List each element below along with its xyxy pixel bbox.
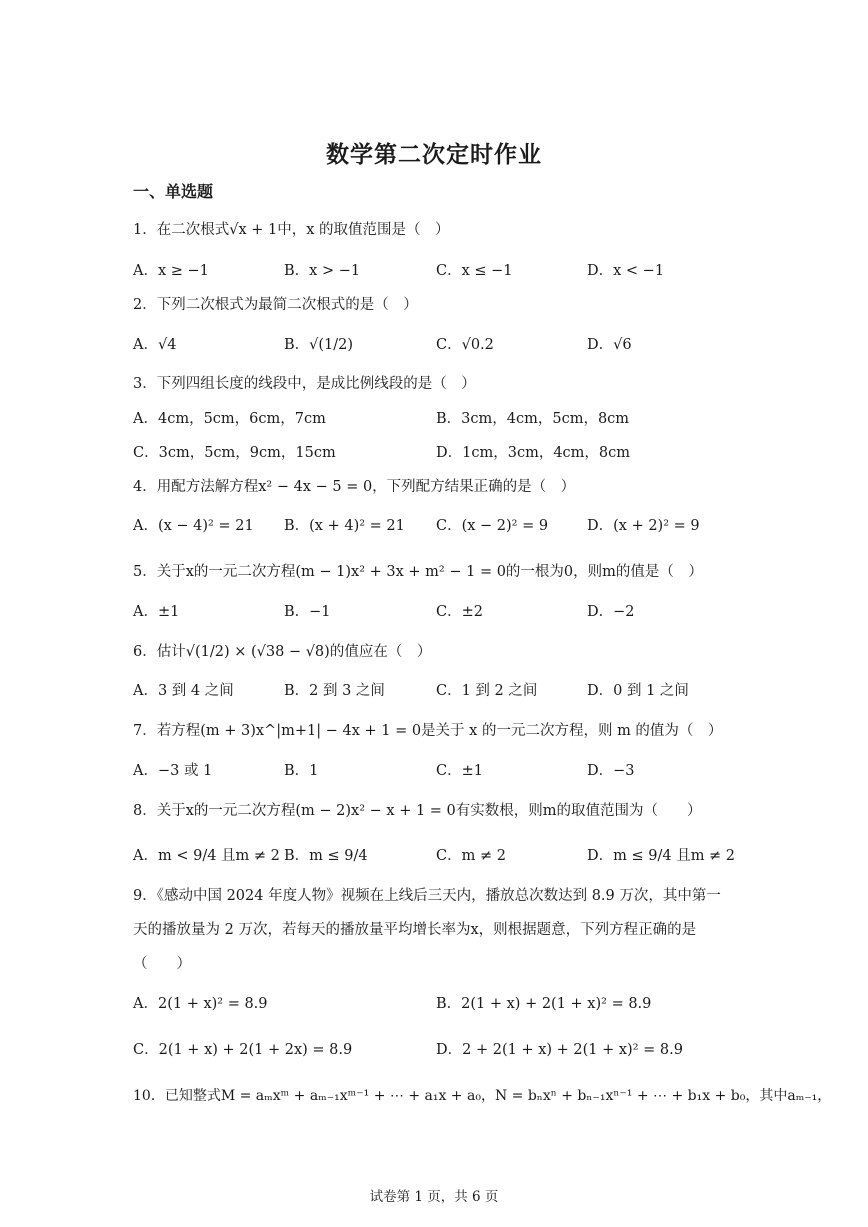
q9-option-a: A．2(1 + x)² = 8.9 — [133, 996, 268, 1012]
q6-option-d: D．0 到 1 之间 — [587, 683, 689, 699]
q2-option-d: D．√6 — [587, 337, 632, 353]
q5-option-a: A．±1 — [133, 604, 180, 620]
question-10-stem: 10．已知整式M = aₘxᵐ + aₘ₋₁xᵐ⁻¹ + ⋯ + a₁x + a₀，N = bₙxⁿ + bₙ₋₁xⁿ⁻¹ + ⋯ + b₁x + b₀，其中aₘ₋₁， — [133, 1088, 832, 1104]
question-6-stem: 6．估计√(1/2) × (√38 − √8)的值应在（ ） — [133, 644, 432, 660]
q7-option-c: C．±1 — [436, 763, 483, 779]
question-2-stem: 2．下列二次根式为最简二次根式的是（ ） — [133, 297, 418, 313]
q4-option-a: A．(x − 4)² = 21 — [133, 518, 254, 534]
q6-option-c: C．1 到 2 之间 — [436, 683, 538, 699]
question-9-stem-line2: 天的播放量为 2 万次，若每天的播放量平均增长率为x，则根据题意，下列方程正确的是 — [133, 922, 697, 938]
q8-option-c: C．m ≠ 2 — [436, 848, 506, 864]
q3-option-b: B．3cm，4cm，5cm，8cm — [436, 411, 630, 427]
q8-option-a: A．m < 9/4 且m ≠ 2 — [133, 848, 280, 864]
q7-option-d: D．−3 — [587, 763, 635, 779]
q1-option-a: A．x ≥ −1 — [133, 263, 209, 279]
q6-option-b: B．2 到 3 之间 — [284, 683, 385, 699]
q7-option-a: A．−3 或 1 — [133, 763, 213, 779]
q9-option-d: D．2 + 2(1 + x) + 2(1 + x)² = 8.9 — [436, 1042, 683, 1058]
question-8-stem: 8．关于x的一元二次方程(m − 2)x² − x + 1 = 0有实数根，则m的取值范围为（ ） — [133, 803, 702, 819]
question-9-stem-line1: 9．《感动中国 2024 年度人物》视频在上线后三天内，播放总次数达到 8.9 万次，其中第一 — [133, 888, 721, 904]
q2-option-a: A．√4 — [133, 337, 177, 353]
section-heading: 一、单选题 — [133, 182, 214, 201]
q4-option-c: C．(x − 2)² = 9 — [436, 518, 549, 534]
q9-option-c: C．2(1 + x) + 2(1 + 2x) = 8.9 — [133, 1042, 353, 1058]
q7-option-b: B．1 — [284, 763, 319, 779]
q3-option-d: D．1cm，3cm，4cm，8cm — [436, 445, 631, 461]
q5-option-c: C．±2 — [436, 604, 483, 620]
q1-option-c: C．x ≤ −1 — [436, 263, 513, 279]
q2-option-b: B．√(1/2) — [284, 337, 354, 353]
question-1-stem: 1．在二次根式√x + 1中，x 的取值范围是（ ） — [133, 222, 450, 238]
page-title: 数学第二次定时作业 — [326, 142, 542, 168]
question-5-stem: 5．关于x的一元二次方程(m − 1)x² + 3x + m² − 1 = 0的一根为0，则m的值是（ ） — [133, 564, 703, 580]
question-4-stem: 4．用配方法解方程x² − 4x − 5 = 0，下列配方结果正确的是（ ） — [133, 479, 576, 495]
q5-option-b: B．−1 — [284, 604, 331, 620]
q3-option-a: A．4cm，5cm，6cm，7cm — [133, 411, 326, 427]
question-7-stem: 7．若方程(m + 3)x^|m+1| − 4x + 1 = 0是关于 x 的一元二次方程，则 m 的值为（ ） — [133, 723, 723, 739]
q1-option-b: B．x > −1 — [284, 263, 361, 279]
q8-option-d: D．m ≤ 9/4 且m ≠ 2 — [587, 848, 736, 864]
q5-option-d: D．−2 — [587, 604, 635, 620]
q8-option-b: B．m ≤ 9/4 — [284, 848, 368, 864]
q4-option-d: D．(x + 2)² = 9 — [587, 518, 700, 534]
question-3-stem: 3．下列四组长度的线段中，是成比例线段的是（ ） — [133, 376, 476, 392]
q4-option-b: B．(x + 4)² = 21 — [284, 518, 405, 534]
q6-option-a: A．3 到 4 之间 — [133, 683, 234, 699]
question-9-stem-line3: （ ） — [133, 956, 191, 972]
q9-option-b: B．2(1 + x) + 2(1 + x)² = 8.9 — [436, 996, 652, 1012]
q3-option-c: C．3cm，5cm，9cm，15cm — [133, 445, 336, 461]
q1-option-d: D．x < −1 — [587, 263, 665, 279]
q2-option-c: C．√0.2 — [436, 337, 494, 353]
page-footer: 试卷第 1 页，共 6 页 — [369, 1189, 499, 1205]
